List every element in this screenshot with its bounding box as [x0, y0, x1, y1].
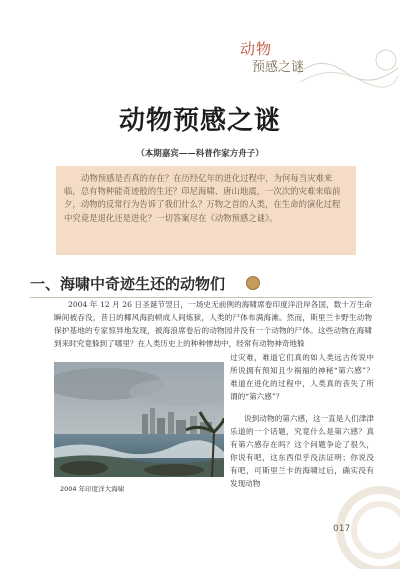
paragraph-2: 过灾难，难道它们真的如人类远古传说中所说拥有预知且少祸福的神秘“第六感”？难道在进化的过程中，人类真的丧失了所谓的“第六感”？	[230, 353, 374, 402]
corner-swirl-ornament	[300, 440, 400, 569]
paragraph-1: 2004 年 12 月 26 日圣诞节翌日，一场史无前例的海啸席卷印度洋沿岸各国，数十万生命瞬间被吞没，昔日的椰风海韵顿成人间炼狱，人类的尸体布满海滩。然而，斯里兰卡野生动物保护基地的专家惊异地发现，被海浪席卷后的动物园并没有一个动物的尸体。这些动物在海啸到来时究竟躲到了哪里？在人类历史上的种种惨劫中，经常有动物神奇地躲	[54, 300, 372, 349]
photo-caption: 2004 年印度洋大海啸	[60, 485, 125, 493]
paragraph-3: 说到动物的第六感，这一直是人们津津乐道的一个话题，究竟什么是第六感？真有第六感存在吗？这个问题争论了很久，你说有吧，这东西似乎没法证明；你说没有吧，可斯里兰卡的海啸过后，确实没有发现动物	[230, 414, 374, 489]
section-heading: 一、海啸中奇迹生还的动物们	[30, 275, 226, 293]
chapter-badge	[234, 38, 308, 86]
intro-text: 动物预感是否真的存在？在历经亿年的进化过程中，为何每当灾难来临，总有物种能奇迹般的生还？印尼海啸、唐山地震，一次次的灾难来临前夕，动物的反常行为告诉了我们什么？万物之首的人类，在生命的演化过程中究竟是退化还是进化？一切答案尽在《动物预感之谜》。	[64, 173, 341, 223]
page-number: 017	[333, 524, 351, 534]
badge-line-1: 动物	[240, 40, 273, 58]
tsunami-photo	[54, 362, 224, 477]
tsunami-photo-image	[54, 362, 224, 477]
page-title: 动物预感之谜	[118, 106, 281, 136]
badge-line-2: 预感之谜	[252, 60, 305, 75]
section-badge-icon	[246, 276, 260, 290]
page-subtitle: （本期嘉宾——科普作家方舟子）	[136, 149, 264, 159]
